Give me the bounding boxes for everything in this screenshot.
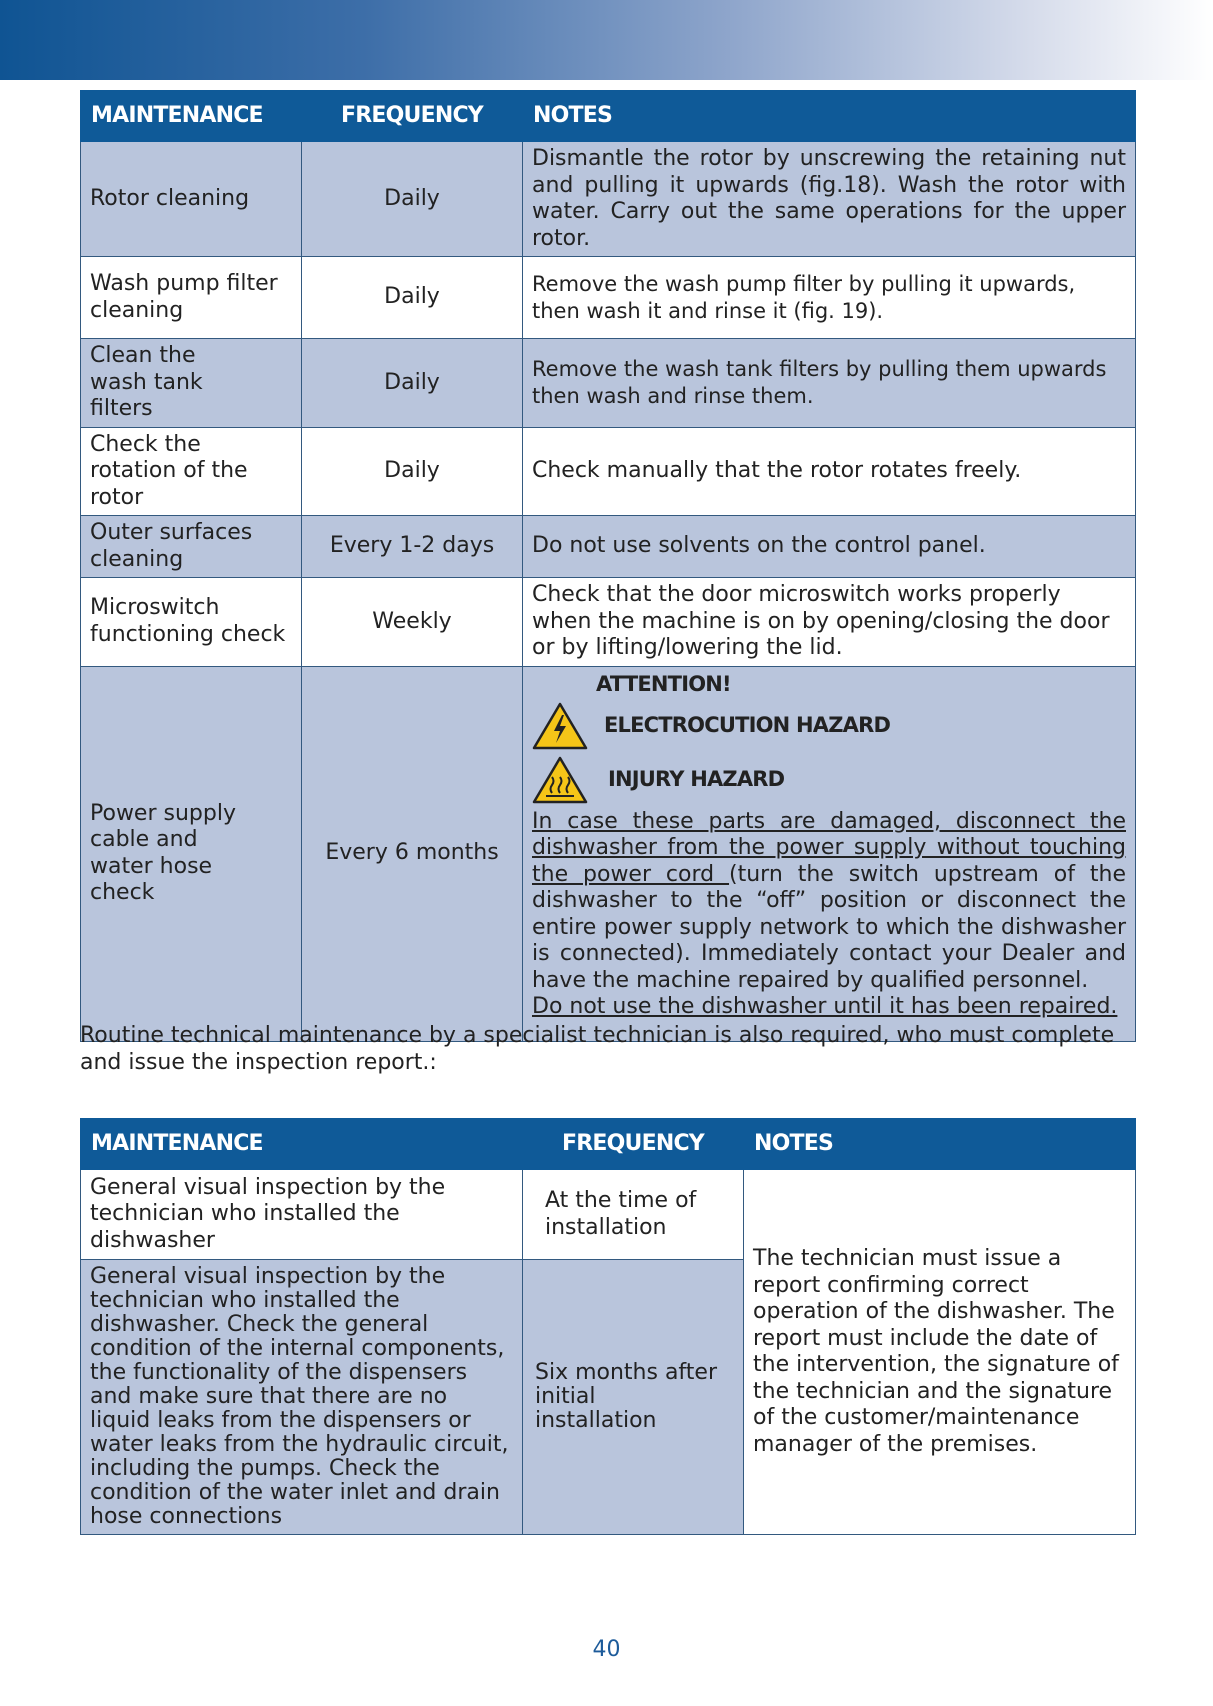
injury-warning	[532, 753, 1126, 807]
frequency-cell: Daily	[302, 257, 523, 339]
frequency-cell: Six months after initial installation	[523, 1260, 744, 1535]
header-frequency: FREQUENCY	[302, 91, 523, 142]
table-row	[81, 427, 1136, 516]
table-row	[81, 516, 1136, 578]
maintenance-cell: General visual inspection by the technician who installed the dishwasher. Check the general condition of the internal components, the functionality of the dispensers and make sure that there are no liquid leaks from the dispensers or water leaks from the hydraulic circuit, including the pumps. Check the condition of the water inlet and drain hose connections	[81, 1260, 523, 1535]
maintenance-table	[80, 90, 1136, 1042]
notes-cell-warning	[523, 666, 1136, 1041]
maintenance-cell: Wash pump filter cleaning	[81, 257, 302, 339]
maintenance-cell: Rotor cleaning	[81, 142, 302, 257]
paragraph: Routine technical maintenance by a specialist technician is also required, who must complete and issue the inspection report.:	[80, 1023, 1115, 1075]
disconnect-details: (turn the switch upstream of the dishwasher to the “off” position or disconnect the entire power supply network to which the dishwasher is connected). Immediately contact your Dealer and have the machine repaired by qualified personnel.	[532, 861, 1127, 993]
header-maintenance: MAINTENANCE	[81, 1119, 523, 1170]
header-notes: NOTES	[744, 1119, 1136, 1170]
injury-label: INJURY HAZARD	[608, 767, 785, 792]
frequency-cell: Every 6 months	[302, 666, 523, 1041]
notes-cell: Check that the door microswitch works properly when the machine is on by opening/closing the door or by lifting/lowering the lid.	[523, 578, 1136, 667]
technician-maintenance-table	[80, 1118, 1136, 1535]
maintenance-cell: Outer surfaces cleaning	[81, 516, 302, 578]
frequency-cell: Daily	[302, 142, 523, 257]
header-notes: NOTES	[523, 91, 1136, 142]
disconnect-instruction: In case these parts are damaged, disconnect the dishwasher from the power supply without touching the power cord	[532, 808, 1126, 887]
page-number: 40	[592, 1637, 621, 1662]
table-row	[81, 1170, 1136, 1260]
electrocution-hazard-icon	[532, 701, 588, 751]
maintenance-cell: General visual inspection by the technician who installed the dishwasher	[81, 1170, 523, 1260]
notes-cell: Check manually that the rotor rotates freely.	[523, 427, 1136, 516]
table-header-row	[81, 91, 1136, 142]
notes-cell: The technician must issue a report confirming correct operation of the dishwasher. The report must include the date of the intervention, the signature of the technician and the signature of the customer/maintenance manager of the premises.	[744, 1170, 1136, 1535]
frequency-cell: Weekly	[302, 578, 523, 667]
table-row	[81, 257, 1136, 339]
maintenance-cell: Power supply cable and water hose check	[81, 666, 302, 1041]
notes-cell: Remove the wash pump filter by pulling it upwards, then wash it and rinse it (fig. 19).	[523, 257, 1136, 339]
notes-cell: Do not use solvents on the control panel.	[523, 516, 1136, 578]
frequency-cell: Daily	[302, 339, 523, 428]
warning-text	[532, 809, 1126, 1021]
header-banner	[0, 0, 1213, 80]
attention-heading: ATTENTION!	[596, 671, 731, 696]
hot-surface-hazard-icon	[532, 755, 588, 805]
table-header-row	[81, 1119, 1136, 1170]
table-row	[81, 666, 1136, 1041]
table-row	[81, 339, 1136, 428]
electrocution-warning	[532, 699, 1126, 753]
header-frequency: FREQUENCY	[523, 1119, 744, 1170]
notes-cell: Dismantle the rotor by unscrewing the retaining nut and pulling it upwards (fig.18). Wash the rotor with water. Carry out the same operations for the upper rotor.	[523, 142, 1136, 257]
frequency-cell: Every 1-2 days	[302, 516, 523, 578]
maintenance-cell: Check the rotation of the rotor	[81, 427, 302, 516]
notes-cell: Remove the wash tank filters by pulling them upwards then wash and rinse them.	[523, 339, 1136, 428]
frequency-cell: At the time of installation	[523, 1170, 744, 1260]
table-row	[81, 578, 1136, 667]
frequency-cell: Daily	[302, 427, 523, 516]
table-row	[81, 142, 1136, 257]
electrocution-label: ELECTROCUTION HAZARD	[604, 713, 891, 738]
header-maintenance: MAINTENANCE	[81, 91, 302, 142]
maintenance-cell: Clean the wash tank filters	[81, 339, 302, 428]
do-not-use-warning: Do not use the dishwasher until it has been repaired.	[532, 994, 1118, 1019]
maintenance-cell: Microswitch functioning check	[81, 578, 302, 667]
